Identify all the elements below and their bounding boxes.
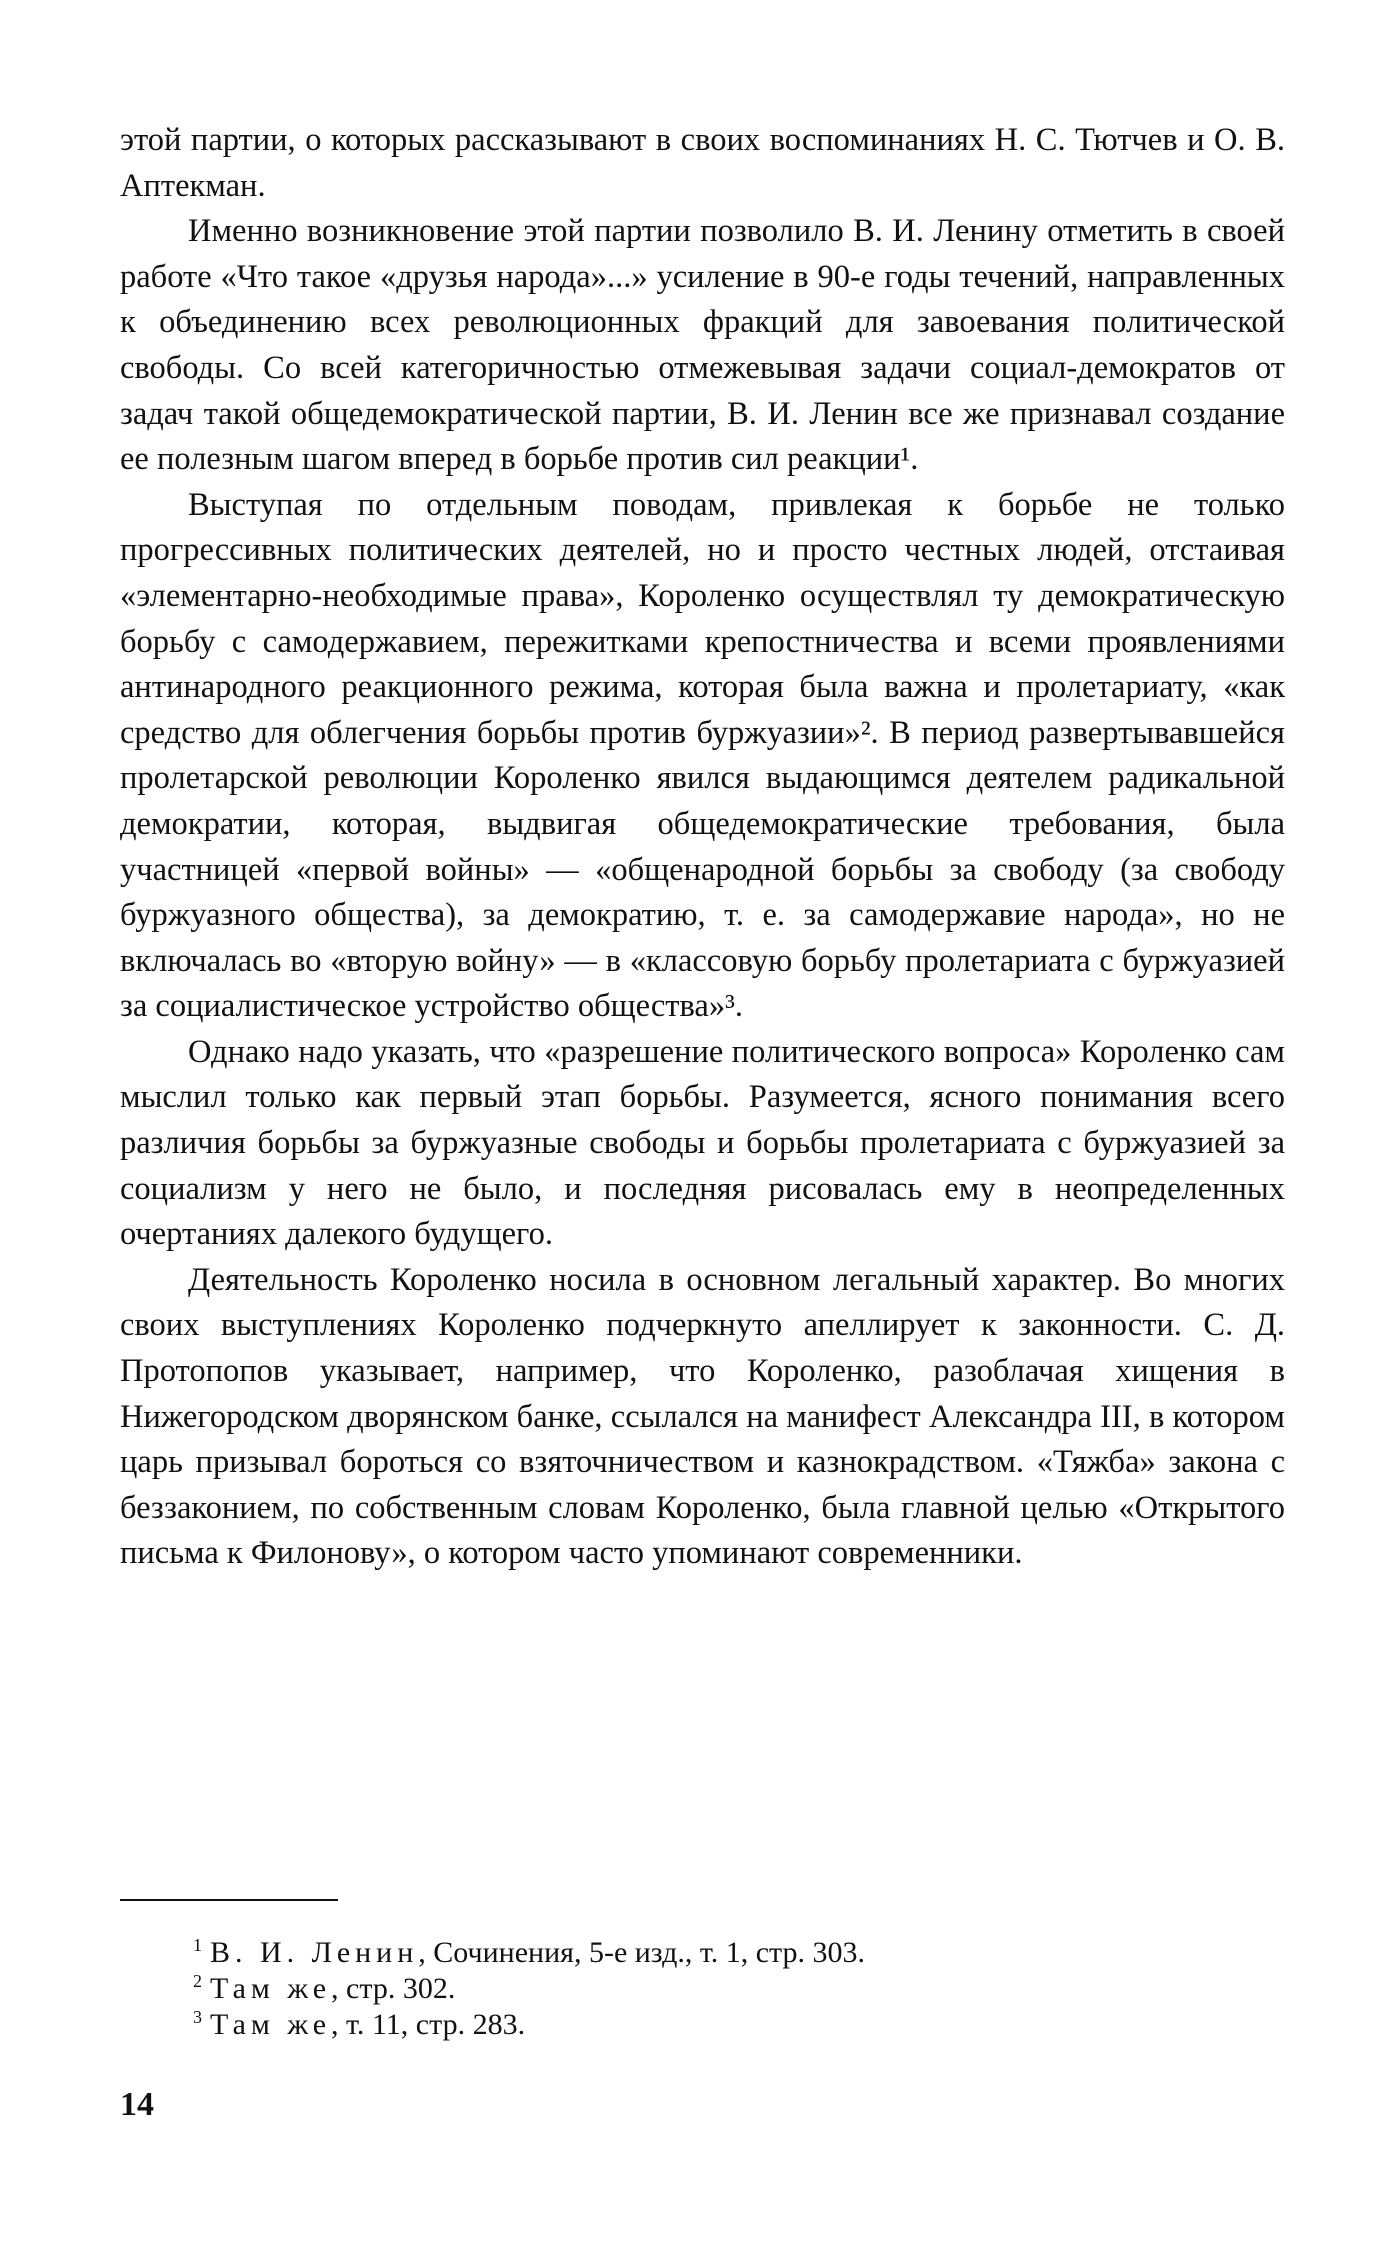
footnote-text: , стр. 302. <box>331 1972 456 2005</box>
footnote-author: Там же <box>210 1972 332 2005</box>
footnote-item <box>193 1971 1193 2007</box>
footnotes <box>193 1935 1193 2043</box>
paragraph-continuation: этой партии, о которых рассказывают в своих воспоминаниях Н. С. Тютчев и О. В. Аптекман. <box>120 122 1285 204</box>
footnote-mark: 3 <box>193 2007 202 2027</box>
paragraph: Однако надо указать, что «разрешение политического вопроса» Короленко сам мыслил только как первый этап борьбы. Разумеется, ясного понимания всего различия борьбы за буржуазные свободы и борьбы пролетариата с буржуазией за социализм у него не было, и последняя рисовалась ему в неопределенных очертаниях далекого будущего. <box>120 1033 1285 1253</box>
footnote-item <box>193 1935 1193 1971</box>
paragraph: Деятельность Короленко носила в основном легальный характер. Во многих своих выступлениях Короленко подчеркнуто апеллирует к законности. С. Д. Протопопов указывает, например, что Короленко, разоблачая хищения в Нижегородском дворянском банке, ссылался на манифест Александра III, в котором царь призывал бороться со взяточничеством и казнокрадством. «Тяжба» закона с беззаконием, по собственным словам Короленко, была главной целью «Открытого письма к Филонову», о котором часто упоминают современники. <box>120 1261 1285 1572</box>
footnote-divider <box>120 1899 338 1901</box>
paragraph: Выступая по отдельным поводам, привлекая к борьбе не только прогрессивных политических деятелей, но и просто честных людей, отстаивая «элементарно-необходимые права», Короленко осуществлял ту демократическую борьбу с самодержавием, пережитками крепостничества и всеми проявлениями антинародного реакционного режима, которая была важна и пролетариату, «как средство для облегчения борьбы против буржуазии»². В период развертывавшейся пролетарской революции Короленко явился выдающимся деятелем радикальной демократии, которая, выдвигая общедемократические требования, была участницей «первой войны» — «общенародной борьбы за свободу (за свободу буржуазного общества), за демократию, т. е. за самодержавие народа», но не включалась во «вторую войну» — в «классовую борьбу пролетариата с буржуазией за социалистическое устройство общества»³. <box>120 486 1285 1025</box>
footnote-mark: 1 <box>193 1935 202 1955</box>
footnote-author: В. И. Ленин <box>210 1936 419 1969</box>
footnote-author: Там же <box>210 2008 332 2041</box>
footnote-mark: 2 <box>193 1971 202 1991</box>
footnote-text: , т. 11, стр. 283. <box>331 2008 526 2041</box>
footnote-text: , Сочинения, 5-е изд., т. 1, стр. 303. <box>418 1936 866 1969</box>
body-text <box>120 118 1285 1577</box>
page-number: 14 <box>120 2086 154 2123</box>
footnote-item <box>193 2007 1193 2043</box>
paragraph: Именно возникновение этой партии позволило В. И. Ленину отметить в своей работе «Что такое «друзья народа»...» усиление в 90-е годы течений, направленных к объединению всех революционных фракций для завоевания политической свободы. Со всей категоричностью отмежевывая задачи социал-демократов от задач такой общедемократической партии, В. И. Ленин все же признавал создание ее полезным шагом вперед в борьбе против сил реакции¹. <box>120 213 1285 478</box>
